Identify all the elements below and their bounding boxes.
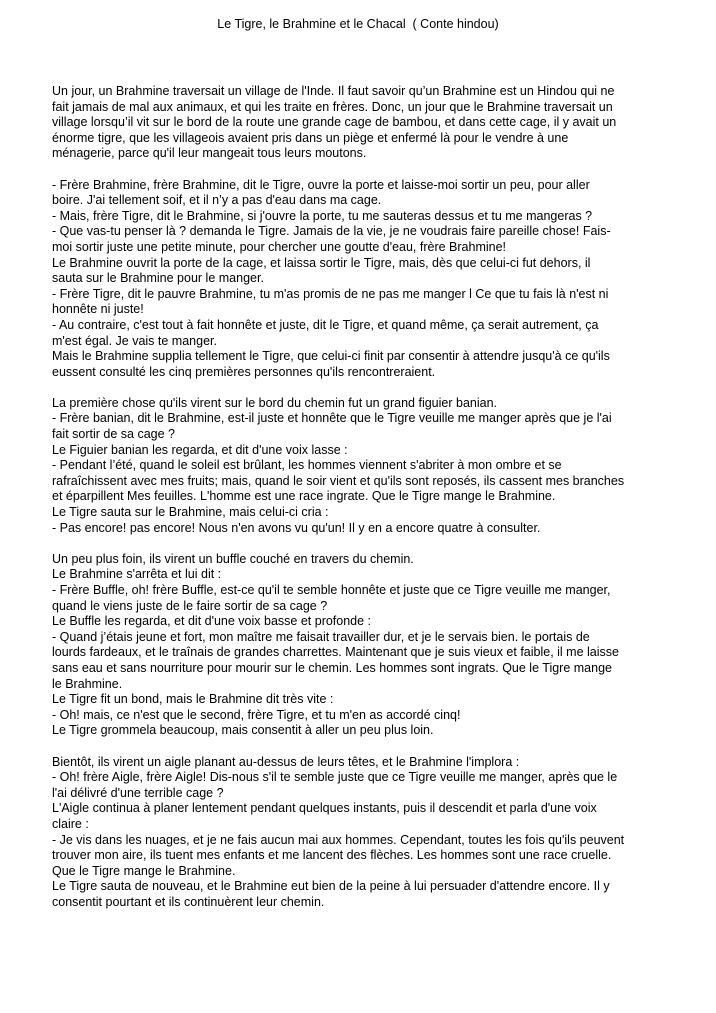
text-line: quand le viens juste de le faire sortir de sa cage ? — [52, 598, 328, 613]
text-line: village lorsqu’il vit sur le bord de la route une grande cage de bambou, et dans cette cage, il y avait un — [52, 115, 617, 130]
text-line: consentit pourtant et ils continuèrent leur chemin. — [52, 894, 325, 909]
text-line: - Oh! mais, ce n'est que le second, frère Tigre, et tu m'en as accordé cinq! — [52, 707, 461, 722]
text-line: m'est égal. Je vais te manger. — [52, 333, 217, 348]
text-line: Le Brahmine ouvrit la porte de la cage, et laissa sortir le Tigre, mais, dès que celui-ci fut dehors, il — [52, 255, 591, 270]
paragraph — [52, 396, 656, 536]
text-line: énorme tigre, que les villageois avaient pris dans un piège et enfermé là pour le vendre à une — [52, 130, 569, 145]
text-line: Mais le Brahmine supplia tellement le Tigre, que celui-ci finit par consentir à attendre jusqu'à ce qu'ils — [52, 349, 610, 364]
paragraph — [52, 552, 656, 739]
text-line: eussent consulté les cinq premières personnes qu'ils rencontreraient. — [52, 364, 436, 379]
paragraph — [52, 755, 656, 911]
text-line: - Pendant l’été, quand le soleil est brûlant, les hommes viennent s'abriter à mon ombre et se — [52, 458, 562, 473]
text-line: le Brahmine. — [52, 676, 123, 691]
text-line: Le Buffle les regarda, et dit d'une voix basse et profonde : — [52, 614, 372, 629]
text-line: Le Tigre sauta de nouveau, et le Brahmine eut bien de la peine à lui persuader d'attendre encore. Il y — [52, 879, 610, 894]
text-line: honnête ni juste! — [52, 302, 144, 317]
text-line: ménagerie, parce qu'il leur mangeait tous leurs moutons. — [52, 146, 367, 161]
text-line: - Au contraire, c'est tout à fait honnête et juste, dit le Tigre, et quand même, ça serait autrement, ça — [52, 317, 599, 332]
text-line: - Quand j’étais jeune et fort, mon maître me faisait travailler dur, et je le servais bien. le portais de — [52, 629, 590, 644]
text-line: - Pas encore! pas encore! Nous n'en avons vu qu'un! Il y en a encore quatre à consulter. — [52, 520, 541, 535]
text-line: - Je vis dans les nuages, et je ne fais aucun mai aux hommes. Cependant, toutes les fois qu'ils peuvent — [52, 832, 625, 847]
text-line: Un jour, un Brahmine traversait un village de l'Inde. Il faut savoir qu’un Brahmine est un Hindou qui ne — [52, 84, 615, 98]
text-line: - Frère Tigre, dit le pauvre Brahmine, tu m'as promis de ne pas me manger l Ce que tu fais là n'est ni — [52, 286, 609, 301]
text-line: trouver mon aire, ils tuent mes enfants et me lancent des flèches. Les hommes sont une race cruelle. — [52, 848, 612, 863]
text-line: Le Brahmine s'arrêta et lui dit : — [52, 567, 222, 582]
text-line: - Frère Brahmine, frère Brahmine, dit le Tigre, ouvre la porte et laisse-moi sortir un peu, pour aller — [52, 177, 590, 192]
text-line: l'ai délivré d'une terrible cage ? — [52, 785, 224, 800]
text-line: - Mais, frère Tigre, dit le Brahmine, si j'ouvre la porte, tu me sauteras dessus et tu me mangeras ? — [52, 208, 593, 223]
text-line: Le Tigre fit un bond, mais le Brahmine dit très vite : — [52, 692, 334, 707]
page-title: Le Tigre, le Brahmine et le Chacal ( Conte hindou) — [217, 17, 499, 31]
text-line: - Que vas-tu penser là ? demanda le Tigre. Jamais de la vie, je ne voudrais faire pareille chose! Fais- — [52, 224, 611, 239]
text-line: et éparpillent Mes feuilles. L'homme est une race ingrate. Que le Tigre mange le Brahmine. — [52, 489, 556, 504]
text-line: - Oh! frère Aigle, frère Aigle! Dis-nous s'il te semble juste que ce Tigre veuille me manger, après que le — [52, 770, 618, 785]
text-line: sauta sur le Brahmine pour le manger. — [52, 271, 264, 286]
text-line: Que le Tigre mange le Brahmine. — [52, 863, 236, 878]
text-line: L'Aigle continua à planer lentement pendant quelques instants, puis il descendit et parla d'une voix — [52, 801, 597, 816]
text-line: La première chose qu'ils virent sur le bord du chemin fut un grand figuier banian. — [52, 395, 498, 410]
text-line: - Frère banian, dit le Brahmine, est-il juste et honnête que le Tigre veuille me manger après que je l'ai — [52, 411, 612, 426]
paragraph — [52, 84, 656, 162]
text-line: sans eau et sans nourriture pour mourir sur le chemin. Les hommes sont ingrats. Que le Tigre mange — [52, 660, 612, 675]
text-line: claire : — [52, 816, 89, 831]
text-line: moi sortir juste une petite minute, pour chercher une goutte d'eau, frère Brahmine! — [52, 239, 507, 254]
text-line: - Frère Buffle, oh! frère Buffle, est-ce qu'il te semble honnête et juste que ce Tigre veuille me manger, — [52, 583, 611, 597]
text-line: boire. J'ai tellement soif, et il n’y a pas d'eau dans ma cage. — [52, 193, 382, 208]
text-line: Un peu plus foin, ils virent un buffle couché en travers du chemin. — [52, 551, 414, 566]
paragraph — [52, 178, 656, 381]
text-line: Le Tigre grommela beaucoup, mais consentit à aller un peu plus loin. — [52, 723, 434, 738]
text-line: rafraîchissent avec mes fruits; mais, quand le soir vient et qu'ils sont reposés, ils cassent mes branches — [52, 473, 625, 488]
text-line: fait jamais de mal aux animaux, et qui les traite en frères. Donc, un jour que le Brahmine traversait un — [52, 99, 613, 114]
document-body — [52, 84, 656, 910]
text-line: Le Tigre sauta sur le Brahmine, mais celui-ci cria : — [52, 505, 329, 520]
text-line: Bientôt, ils virent un aigle planant au-dessus de leurs têtes, et le Brahmine l'implora : — [52, 754, 520, 769]
text-line: Le Figuier banian les regarda, et dit d'une voix lasse : — [52, 442, 348, 457]
text-line: fait sortir de sa cage ? — [52, 427, 175, 442]
text-line: lourds fardeaux, et le traînais de grandes charrettes. Maintenant que je suis vieux et faible, il me laisse — [52, 645, 619, 660]
